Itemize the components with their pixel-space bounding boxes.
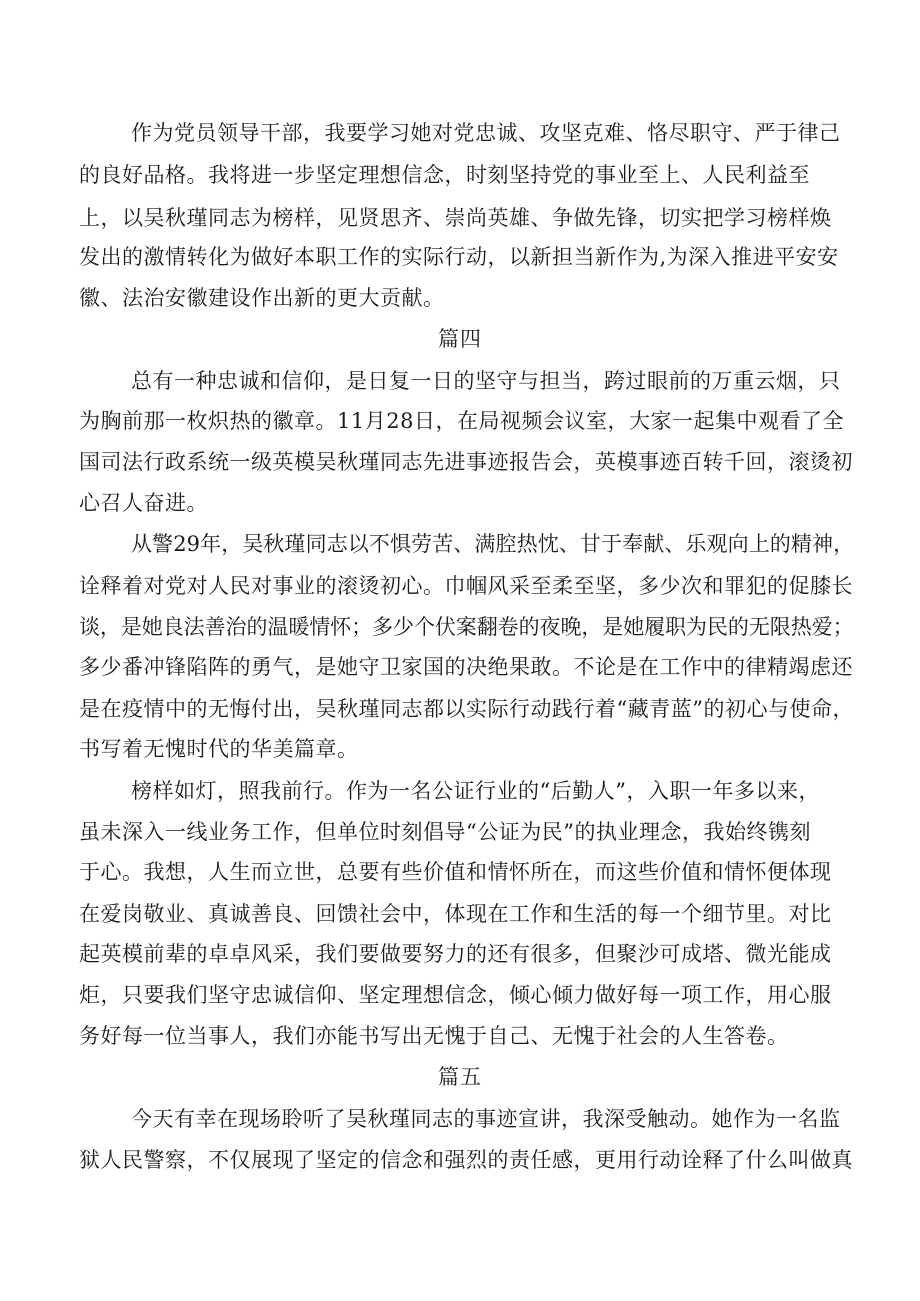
intro-line-3: 上，以吴秋瑾同志为榜样，见贤思齐、崇尚英雄、争做先锋，切实把学习榜样焕 [79, 206, 832, 230]
s4-p2-line-3: 谈，是她良法善治的温暖情怀；多少个伏案翻卷的夜晚，是她履职为民的无限热爱； [79, 615, 854, 639]
s4-p3-line-6: 炬，只要我们坚守忠诚信仰、坚定理想信念，倾心倾力做好每一项工作，用心服 [79, 983, 832, 1007]
s4-p1-line-3: 国司法行政系统一级英模吴秋瑾同志先进事迹报告会，英模事迹百转千回，滚烫初 [79, 450, 853, 474]
intro-line-4: 发出的激情转化为做好本职工作的实际行动，以新担当新作为,为深入推进平安安 [79, 245, 839, 269]
intro-line-1: 作为党员领导干部，我要学习她对党忠诚、攻坚克难、恪尽职守、严于律己 [131, 121, 841, 145]
s4-p3-line-1: 榜样如灯，照我前行。作为一名公证行业的“后勤人”，入职一年多以来， [131, 779, 820, 803]
s4-p3-line-3: 于心。我想，人生而立世，总要有些价值和情怀所在，而这些价值和情怀便体现 [79, 860, 832, 884]
section-4-heading: 篇四 [438, 327, 482, 351]
s4-p3-line-5: 起英模前辈的卓卓风采，我们要做要努力的还有很多，但聚沙可成塔、微光能成 [79, 942, 832, 966]
s4-p2-line-5: 是在疫情中的无悔付出，吴秋瑾同志都以实际行动践行着“藏青蓝”的初心与使命， [79, 697, 854, 721]
s4-p3-line-7: 务好每一位当事人，我们亦能书写出无愧于自己、无愧于社会的人生答卷。 [79, 1024, 789, 1048]
s4-p2-line-4: 多少番冲锋陷阵的勇气，是她守卫家国的决绝果敢。不论是在工作中的律精竭虑还 [79, 655, 853, 679]
s4-p2-line-6: 书写着无愧时代的华美篇章。 [79, 737, 359, 761]
s5-p1-line-2: 狱人民警察，不仅展现了坚定的信念和强烈的责任感，更用行动诠释了什么叫做真 [79, 1148, 853, 1172]
s4-p1-line-4: 心召人奋进。 [79, 491, 208, 515]
s4-p1-line-2: 为胸前那一枚炽热的徽章。11月28日，在局视频会议室，大家一起集中观看了全 [79, 409, 844, 433]
s4-p3-line-4: 在爱岗敬业、真诚善良、回馈社会中，体现在工作和生活的每一个细节里。对比 [79, 902, 832, 926]
section-5-heading: 篇五 [438, 1065, 482, 1089]
s5-p1-line-1: 今天有幸在现场聆听了吴秋瑾同志的事迹宣讲，我深受触动。她作为一名监 [131, 1107, 841, 1131]
intro-line-2: 的良好品格。我将进一步坚定理想信念，时刻坚持党的事业至上、人民利益至 [79, 163, 810, 187]
s4-p3-line-2: 虽未深入一线业务工作，但单位时刻倡导“公证为民”的执业理念，我始终镌刻 [79, 820, 811, 844]
intro-line-5: 徽、法治安徽建设作出新的更大贡献。 [79, 286, 445, 310]
s4-p2-line-2: 诠释着对党对人民对事业的滚烫初心。巾帼风采至柔至坚，多少次和罪犯的促膝长 [79, 574, 853, 598]
s4-p2-line-1: 从警29年，吴秋瑾同志以不惧劳苦、满腔热忱、甘于奉献、乐观向上的精神， [131, 532, 855, 556]
s4-p1-line-1: 总有一种忠诚和信仰，是日复一日的坚守与担当，跨过眼前的万重云烟，只 [131, 369, 841, 393]
